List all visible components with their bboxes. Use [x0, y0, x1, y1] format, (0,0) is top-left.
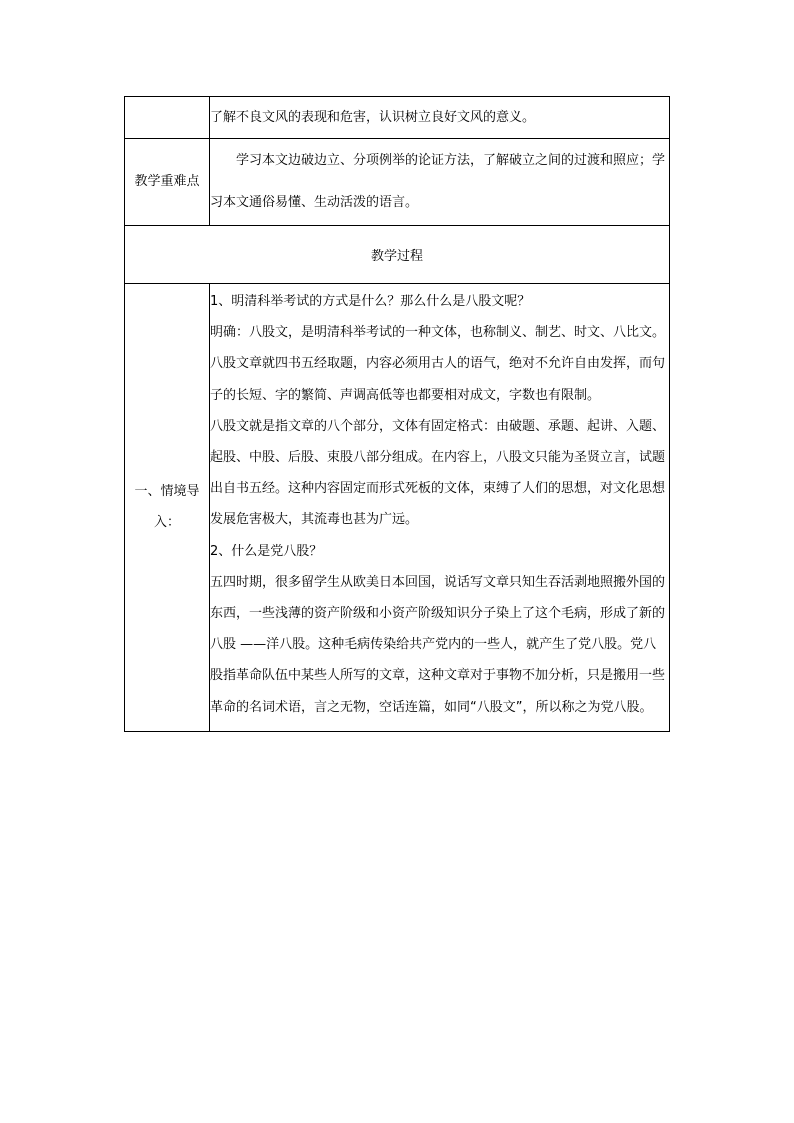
process-header-row [125, 226, 670, 284]
key-points-label: 教学重难点 [134, 174, 200, 189]
intro-content-cell [210, 284, 670, 732]
objective-text: 了解不良文风的表现和危害，认识树立良好文风的意义。 [210, 109, 536, 125]
objective-content-cell [210, 97, 670, 139]
key-points-text: 学习本文边破边立、分项例举的论证方法，了解破立之间的过渡和照应；学习本文通俗易懂、生动活泼的语言。 [210, 153, 666, 210]
objective-label-cell [125, 97, 210, 139]
intro-section-row [125, 284, 670, 732]
intro-answer-1: 明确：八股文，是明清科举考试的一种文体，也称制义、制艺、时文、八比文。八股文章就四书五经取题，内容必须用古人的语气，绝对不允许自由发挥，而句子的长短、字的繁简、声调高低等也都要相对成文，字数也有限制。 [210, 325, 666, 403]
key-points-content-cell [210, 139, 670, 226]
process-title: 教学过程 [370, 249, 423, 264]
intro-paragraph-structure: 八股文就是指文章的八个部分，文体有固定格式：由破题、承题、起讲、入题、起股、中股、后股、束股八部分组成。在内容上，八股文只能为圣贤立言，试题出自书五经。这种内容固定而形式死板的文体，束缚了人们的思想，对文化思想发展危害极大，其流毒也甚为广远。 [210, 418, 666, 528]
key-points-label-cell [125, 139, 210, 226]
intro-question-1: 1、明清科举考试的方式是什么？那么什么是八股文呢？ [210, 294, 531, 309]
intro-label: 一、情境导入： [134, 484, 200, 531]
intro-label-cell [125, 284, 210, 732]
objective-row [125, 97, 670, 139]
lesson-plan-table [124, 96, 670, 732]
intro-question-2: 2、什么是党八股？ [210, 543, 323, 559]
intro-answer-2: 五四时期，很多留学生从欧美日本回国，说话写文章只知生吞活剥地照搬外国的东西，一些浅薄的资产阶级和小资产阶级知识分子染上了这个毛病，形成了新的八股 ——洋八股。这种毛病传染给共产党内的一些人，就产生了党八股。党八股指革命队伍中某些人所写的文章，这种文章对于事物不加分析，只是搬用一些革命的名词术语，言之无物，空话连篇，如同“八股文”，所以称之为党八股。 [210, 574, 666, 715]
process-header-cell [125, 226, 670, 284]
key-points-row [125, 139, 670, 226]
